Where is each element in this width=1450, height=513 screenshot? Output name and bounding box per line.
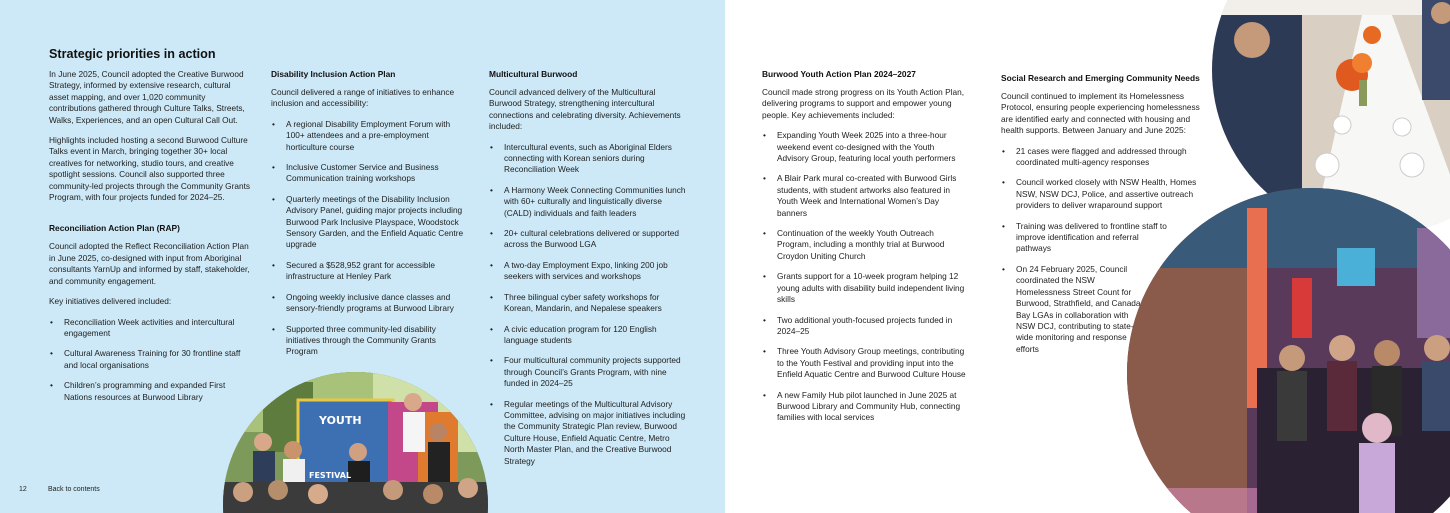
list-item: • Three Youth Advisory Group meetings, contributing to the Youth Festival and providing input into the Enfield Aquatic Centre and Burwood Culture House — [762, 346, 966, 380]
youth-heading: Burwood Youth Action Plan 2024–2027 — [762, 69, 916, 79]
list-item: • Secured a $528,952 grant for accessible infrastructure at Henley Park — [271, 260, 467, 283]
list-item: • Three bilingual cyber safety workshops for Korean, Mandarin, and Nepalese speakers — [489, 292, 688, 315]
rap-intro: Council adopted the Reflect Reconciliation Action Plan in June 2025, co-designed with input from Aboriginal consultants YarnUp and informed by staff, stakeholder, and community engagement. — [49, 241, 250, 286]
list-item: • Four multicultural community projects supported through Council’s Grants Program, with nine funded in 2024–25 — [489, 355, 688, 389]
list-item: • Intercultural events, such as Aboriginal Elders connecting with Korean seniors during Reconciliation Week — [489, 142, 688, 176]
rap-list — [49, 317, 251, 403]
list-item: • Supported three community-led disability initiatives through the Community Grants Program — [271, 324, 467, 358]
multicultural-list — [489, 142, 688, 467]
column-youth-action-plan — [762, 69, 966, 433]
list-item: • Two additional youth-focused projects funded in 2024–25 — [762, 315, 966, 338]
list-item: • A Blair Park mural co-created with Burwood Girls students, with student artworks also featured in Youth Week and International Women’s Day banners — [762, 173, 966, 219]
column-creative-burwood — [49, 47, 251, 412]
list-item: • Inclusive Customer Service and Business Communication training workshops — [271, 162, 467, 185]
social-research-heading: Social Research and Emerging Community Needs — [1001, 73, 1200, 83]
list-item: • Quarterly meetings of the Disability Inclusion Advisory Panel, guiding major projects including Burwood Park Inclusive Playspace, Woodstock Sensory Garden, and the Enfield Aquatic Centre upgrade — [271, 194, 467, 251]
list-item: • Continuation of the weekly Youth Outreach Program, including a monthly trial at Burwood Croydon Uniting Church — [762, 228, 966, 262]
rap-heading: Reconciliation Action Plan (RAP) — [49, 223, 180, 234]
disability-list — [271, 119, 467, 358]
social-research-list — [1001, 146, 1211, 356]
page-number: 12 — [19, 486, 27, 493]
youth-festival-photo — [223, 372, 488, 513]
list-item: • Reconciliation Week activities and intercultural engagement — [49, 317, 251, 340]
list-item: • On 24 February 2025, Council coordinated the NSW Homelessness Street Count for Burwood, Strathfield, and Canada Bay LGAs in collaboration with NSW DCJ, contributing to state-wide monitoring and response efforts — [1001, 264, 1141, 355]
festival-banner-text: FESTIVAL — [309, 471, 352, 480]
right-page — [725, 0, 1450, 513]
youth-festival-illustration — [223, 372, 488, 513]
list-item: • Ongoing weekly inclusive dance classes and sensory-friendly programs at Burwood Library — [271, 292, 467, 315]
list-item: • A Harmony Week Connecting Communities lunch with 60+ culturally and linguistically diverse (CALD) individuals and faith leaders — [489, 185, 688, 219]
list-item: • Regular meetings of the Multicultural Advisory Committee, advising on major initiatives including the Community Strategic Plan review, Burwood Culture House, Enfield Aquatic Centre, Metro North Master Plan, and the Creative Burwood Strategy — [489, 399, 688, 467]
multicultural-heading: Multicultural Burwood — [489, 69, 578, 79]
list-item: • Children’s programming and expanded First Nations resources at Burwood Library — [49, 380, 251, 403]
back-to-contents-link[interactable]: Back to contents — [48, 486, 100, 493]
disability-heading: Disability Inclusion Action Plan — [271, 69, 396, 79]
column-social-research — [1001, 73, 1211, 364]
multicultural-intro: Council advanced delivery of the Multicultural Burwood Strategy, strengthening intercultural connections and celebrating diversity. Achievements included: — [489, 87, 681, 132]
list-item: • Cultural Awareness Training for 30 frontline staff and local organisations — [49, 348, 251, 371]
social-research-intro: Council continued to implement its Homelessness Protocol, ensuring people experiencing homelessness are identified early and connected with housing and health supports. Between January and June 2025: — [1001, 91, 1200, 136]
list-item: • A new Family Hub pilot launched in June 2025 at Burwood Library and Community Hub, connecting families with local services — [762, 390, 966, 424]
rap-key-label: Key initiatives delivered included: — [49, 296, 172, 307]
list-item: • A regional Disability Employment Forum with 100+ attendees and a pre-employment horticulture course — [271, 119, 467, 153]
youth-intro: Council made strong progress on its Youth Action Plan, delivering programs to support and empower young people. Key achievements included: — [762, 87, 965, 120]
list-item: • A civic education program for 120 English language students — [489, 324, 688, 347]
list-item: • Council worked closely with NSW Health, Homes NSW, NSW DCJ, Police, and assertive outreach providers to deliver wraparound support — [1001, 177, 1211, 211]
column-disability-inclusion — [271, 69, 467, 367]
list-item: • Expanding Youth Week 2025 into a three-hour weekend event co-designed with the Youth Advisory Group, featuring local youth performers — [762, 130, 966, 164]
youth-banner-text: YOUTH — [319, 414, 362, 427]
disability-intro: Council delivered a range of initiatives to enhance inclusion and accessibility: — [271, 87, 455, 109]
intro-paragraph: In June 2025, Council adopted the Creative Burwood Strategy, informed by extensive research, cultural asset mapping, and over 1,020 community contributions gathered through Culture Talks, Streets, Walks, Experiences, and an open Cultural Call Out. — [49, 69, 245, 125]
list-item: • 21 cases were flagged and addressed through coordinated multi-agency responses — [1001, 146, 1211, 169]
list-item: • Grants support for a 10-week program helping 12 young adults with disability build independent living skills — [762, 271, 966, 305]
list-item: • A two-day Employment Expo, linking 200 job seekers with services and workshops — [489, 260, 688, 283]
column-multicultural — [489, 69, 688, 476]
list-item: • Training was delivered to frontline staff to improve identification and referral pathways — [1001, 221, 1176, 255]
youth-list — [762, 130, 966, 424]
page-title: Strategic priorities in action — [49, 47, 216, 61]
list-item: • 20+ cultural celebrations delivered or supported across the Burwood LGA — [489, 228, 688, 251]
highlights-paragraph: Highlights included hosting a second Burwood Culture Talks event in March, bringing together 30+ local creatives for networking, studio tours, and creative spotlight sessions. Council also supported three community-led projects through the Community Grants Program, with four projects funded for 2024–25. — [49, 135, 251, 203]
